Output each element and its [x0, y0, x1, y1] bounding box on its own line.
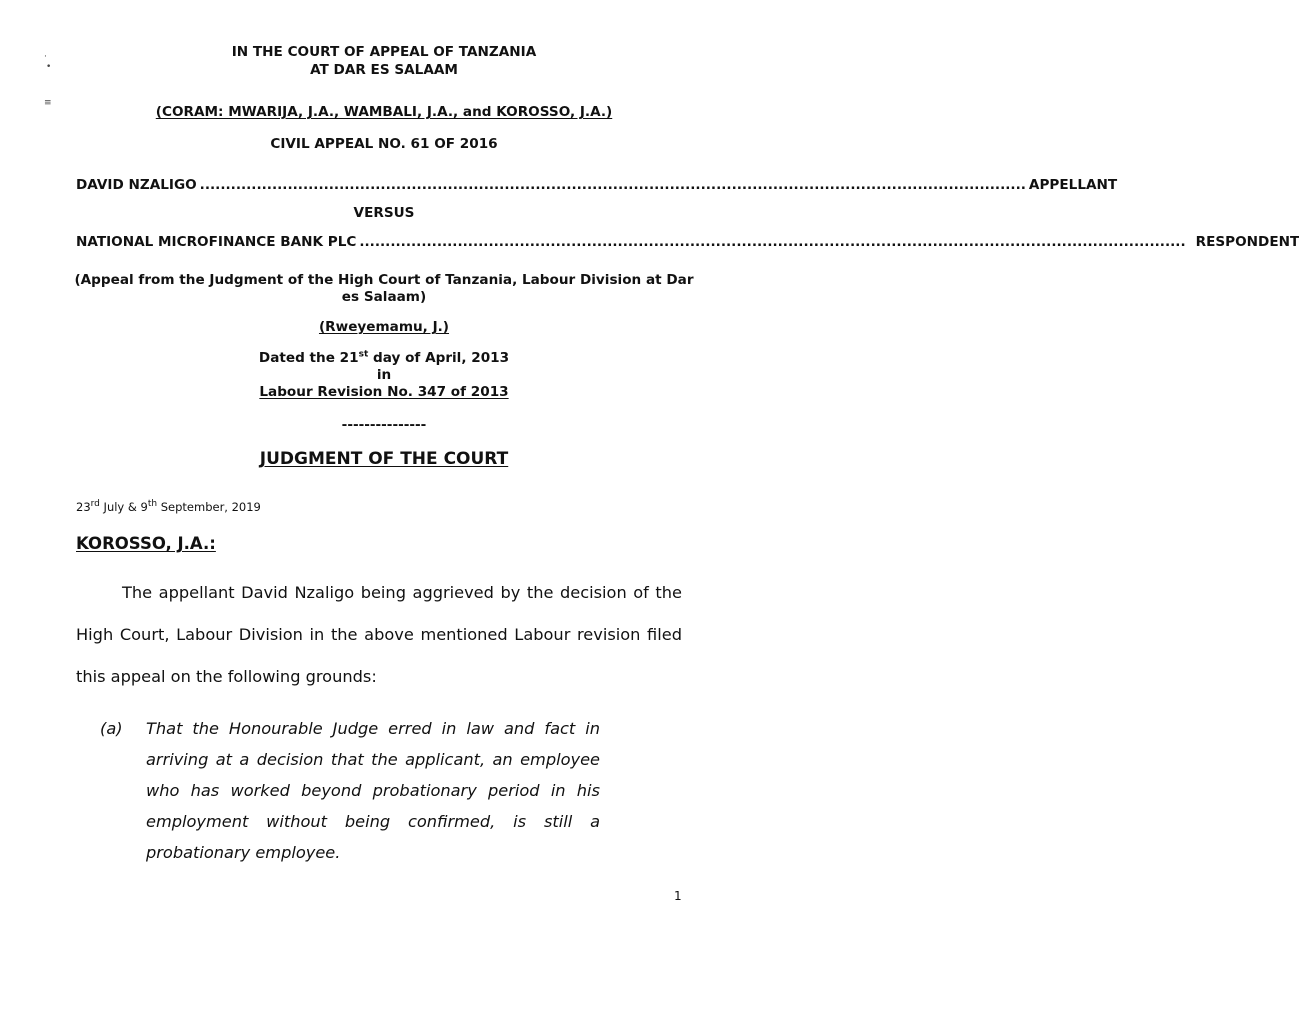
- court-heading: IN THE COURT OF APPEAL OF TANZANIA: [231, 44, 537, 60]
- versus: VERSUS: [353, 205, 415, 221]
- page-number: 1: [674, 889, 682, 903]
- respondent-line: [76, 234, 1299, 251]
- scan-mark: ·: [44, 52, 47, 62]
- appeal-from: (Appeal from the Judgment of the High Court of Tanzania, Labour Division at Dar es Salaam): [74, 272, 694, 305]
- scan-mark: •: [46, 62, 52, 72]
- ground-a: [100, 713, 600, 868]
- respondent-role: RESPONDENT: [1195, 234, 1299, 250]
- opening-paragraph: The appellant David Nzaligo being aggrieved by the decision of the High Court, Labour Division in the above mentioned Labour revision filed this appeal on the following grounds:: [76, 583, 682, 686]
- judgment-author: KOROSSO, J.A.:: [76, 534, 216, 553]
- divider: ---------------: [341, 417, 427, 433]
- ground-text: That the Honourable Judge erred in law and fact in arriving at a decision that the applicant, an employee who has worked beyond probationary period in his employment without being confirmed, is still a probationary employee.: [146, 719, 600, 862]
- appellant-role: APPELLANT: [1028, 177, 1118, 193]
- judgment-title: JUDGMENT OF THE COURT: [259, 449, 509, 469]
- revision-number: Labour Revision No. 347 of 2013: [259, 384, 509, 400]
- case-number: CIVIL APPEAL NO. 61 OF 2016: [270, 136, 498, 152]
- lower-court-judge: (Rweyemamu, J.): [318, 319, 450, 335]
- court-location: AT DAR ES SALAAM: [310, 62, 458, 78]
- scan-mark: ≡: [44, 98, 52, 108]
- appellant-line: [76, 177, 1118, 194]
- dated-line: Dated the 21st day of April, 2013: [258, 349, 510, 366]
- respondent-name: NATIONAL MICROFINANCE BANK PLC: [76, 234, 357, 250]
- coram: (CORAM: MWARIJA, J.A., WAMBALI, J.A., and KOROSSO, J.A.): [155, 104, 613, 120]
- judgment-dates: 23rd July & 9th September, 2019: [76, 499, 261, 514]
- appellant-name: DAVID NZALIGO: [76, 177, 197, 193]
- ground-label: (a): [100, 719, 123, 738]
- in-word: in: [376, 367, 392, 383]
- dot-leader: ................................................................................................................................................................: [199, 177, 1026, 193]
- dot-leader: ................................................................................................................................................................: [359, 234, 1186, 250]
